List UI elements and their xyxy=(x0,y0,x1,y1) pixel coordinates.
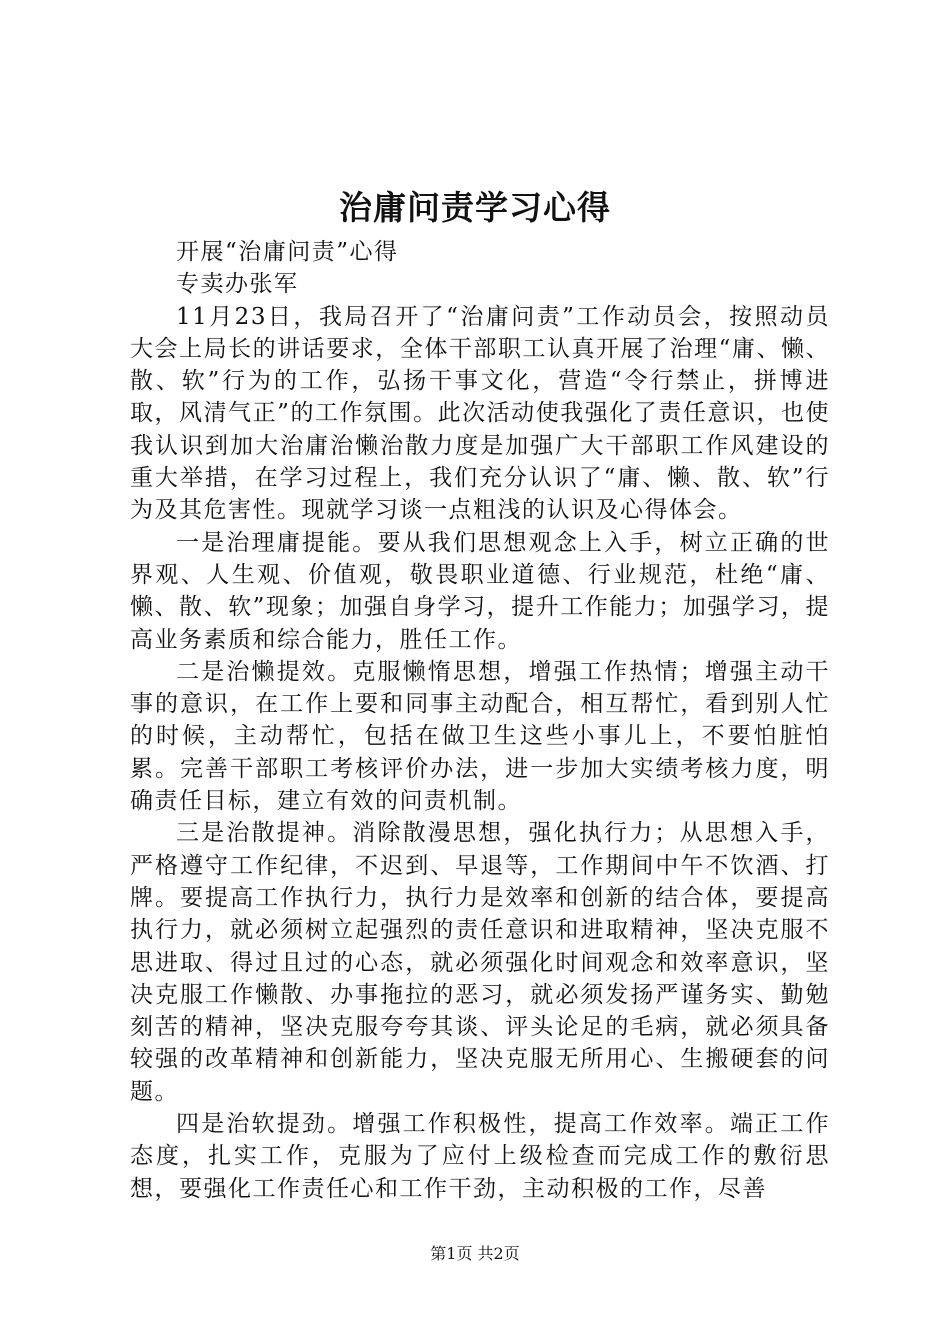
paragraph-point-two: 二是治懒提效。克服懒惰思想，增强工作热情；增强主动干事的意识，在工作上要和同事主动配合，相互帮忙，看到别人忙的时候，主动帮忙，包括在做卫生这些小事儿上，不要怕脏怕累。完善干部职工考核评价办法，进一步加大实绩考核力度，明确责任目标，建立有效的问责机制。 xyxy=(130,658,830,815)
page-number: 第1页 共2页 xyxy=(430,1244,520,1263)
paragraph-intro: 11月23日，我局召开了“治庸问责”工作动员会，按照动员大会上局长的讲话要求，全体干部职工认真开展了治理“庸、懒、散、软”行为的工作，弘扬干事文化，营造“令行禁止，拼博进取，风清气正”的工作氛围。此次活动使我强化了责任意识，也使我认识到加大治庸治懒治散力度是加强广大干部职工作风建设的重大举措，在学习过程上，我们充分认识了“庸、懒、散、软”行为及其危害性。现就学习谈一点粗浅的认识及心得体会。 xyxy=(130,303,830,524)
document-title: 治庸问责学习心得 xyxy=(339,188,611,227)
paragraph-point-three: 三是治散提神。消除散漫思想，强化执行力；从思想入手，严格遵守工作纪律，不迟到、早退等，工作期间中午不饮酒、打牌。要提高工作执行力，执行力是效率和创新的结合体，要提高执行力，就必须树立起强烈的责任意识和进取精神，坚决克服不思进取、得过且过的心态，就必须强化时间观念和效率意识，坚决克服工作懒散、办事拖拉的恶习，就必须发扬严谨务实、勤勉刻苦的精神，坚决克服夸夸其谈、评头论足的毛病，就必须具备较强的改革精神和创新能力，坚决克服无所用心、生搬硬套的问题。 xyxy=(130,820,830,1105)
paragraph-subtitle: 开展“治庸问责”心得 xyxy=(176,239,399,265)
paragraph-author: 专卖办张军 xyxy=(176,271,299,298)
paragraph-point-one: 一是治理庸提能。要从我们思想观念上入手，树立正确的世界观、人生观、价值观，敬畏职业道德、行业规范，杜绝“庸、懒、散、软”现象；加强自身学习，提升工作能力；加强学习，提高业务素质和综合能力，胜任工作。 xyxy=(130,529,830,653)
document-body xyxy=(130,236,830,1205)
paragraph-point-four: 四是治软提劲。增强工作积极性，提高工作效率。端正工作态度，扎实工作，克服为了应付上级检查而完成工作的敷衍思想，要强化工作责任心和工作干劲，主动积极的工作，尽善 xyxy=(130,1111,830,1202)
